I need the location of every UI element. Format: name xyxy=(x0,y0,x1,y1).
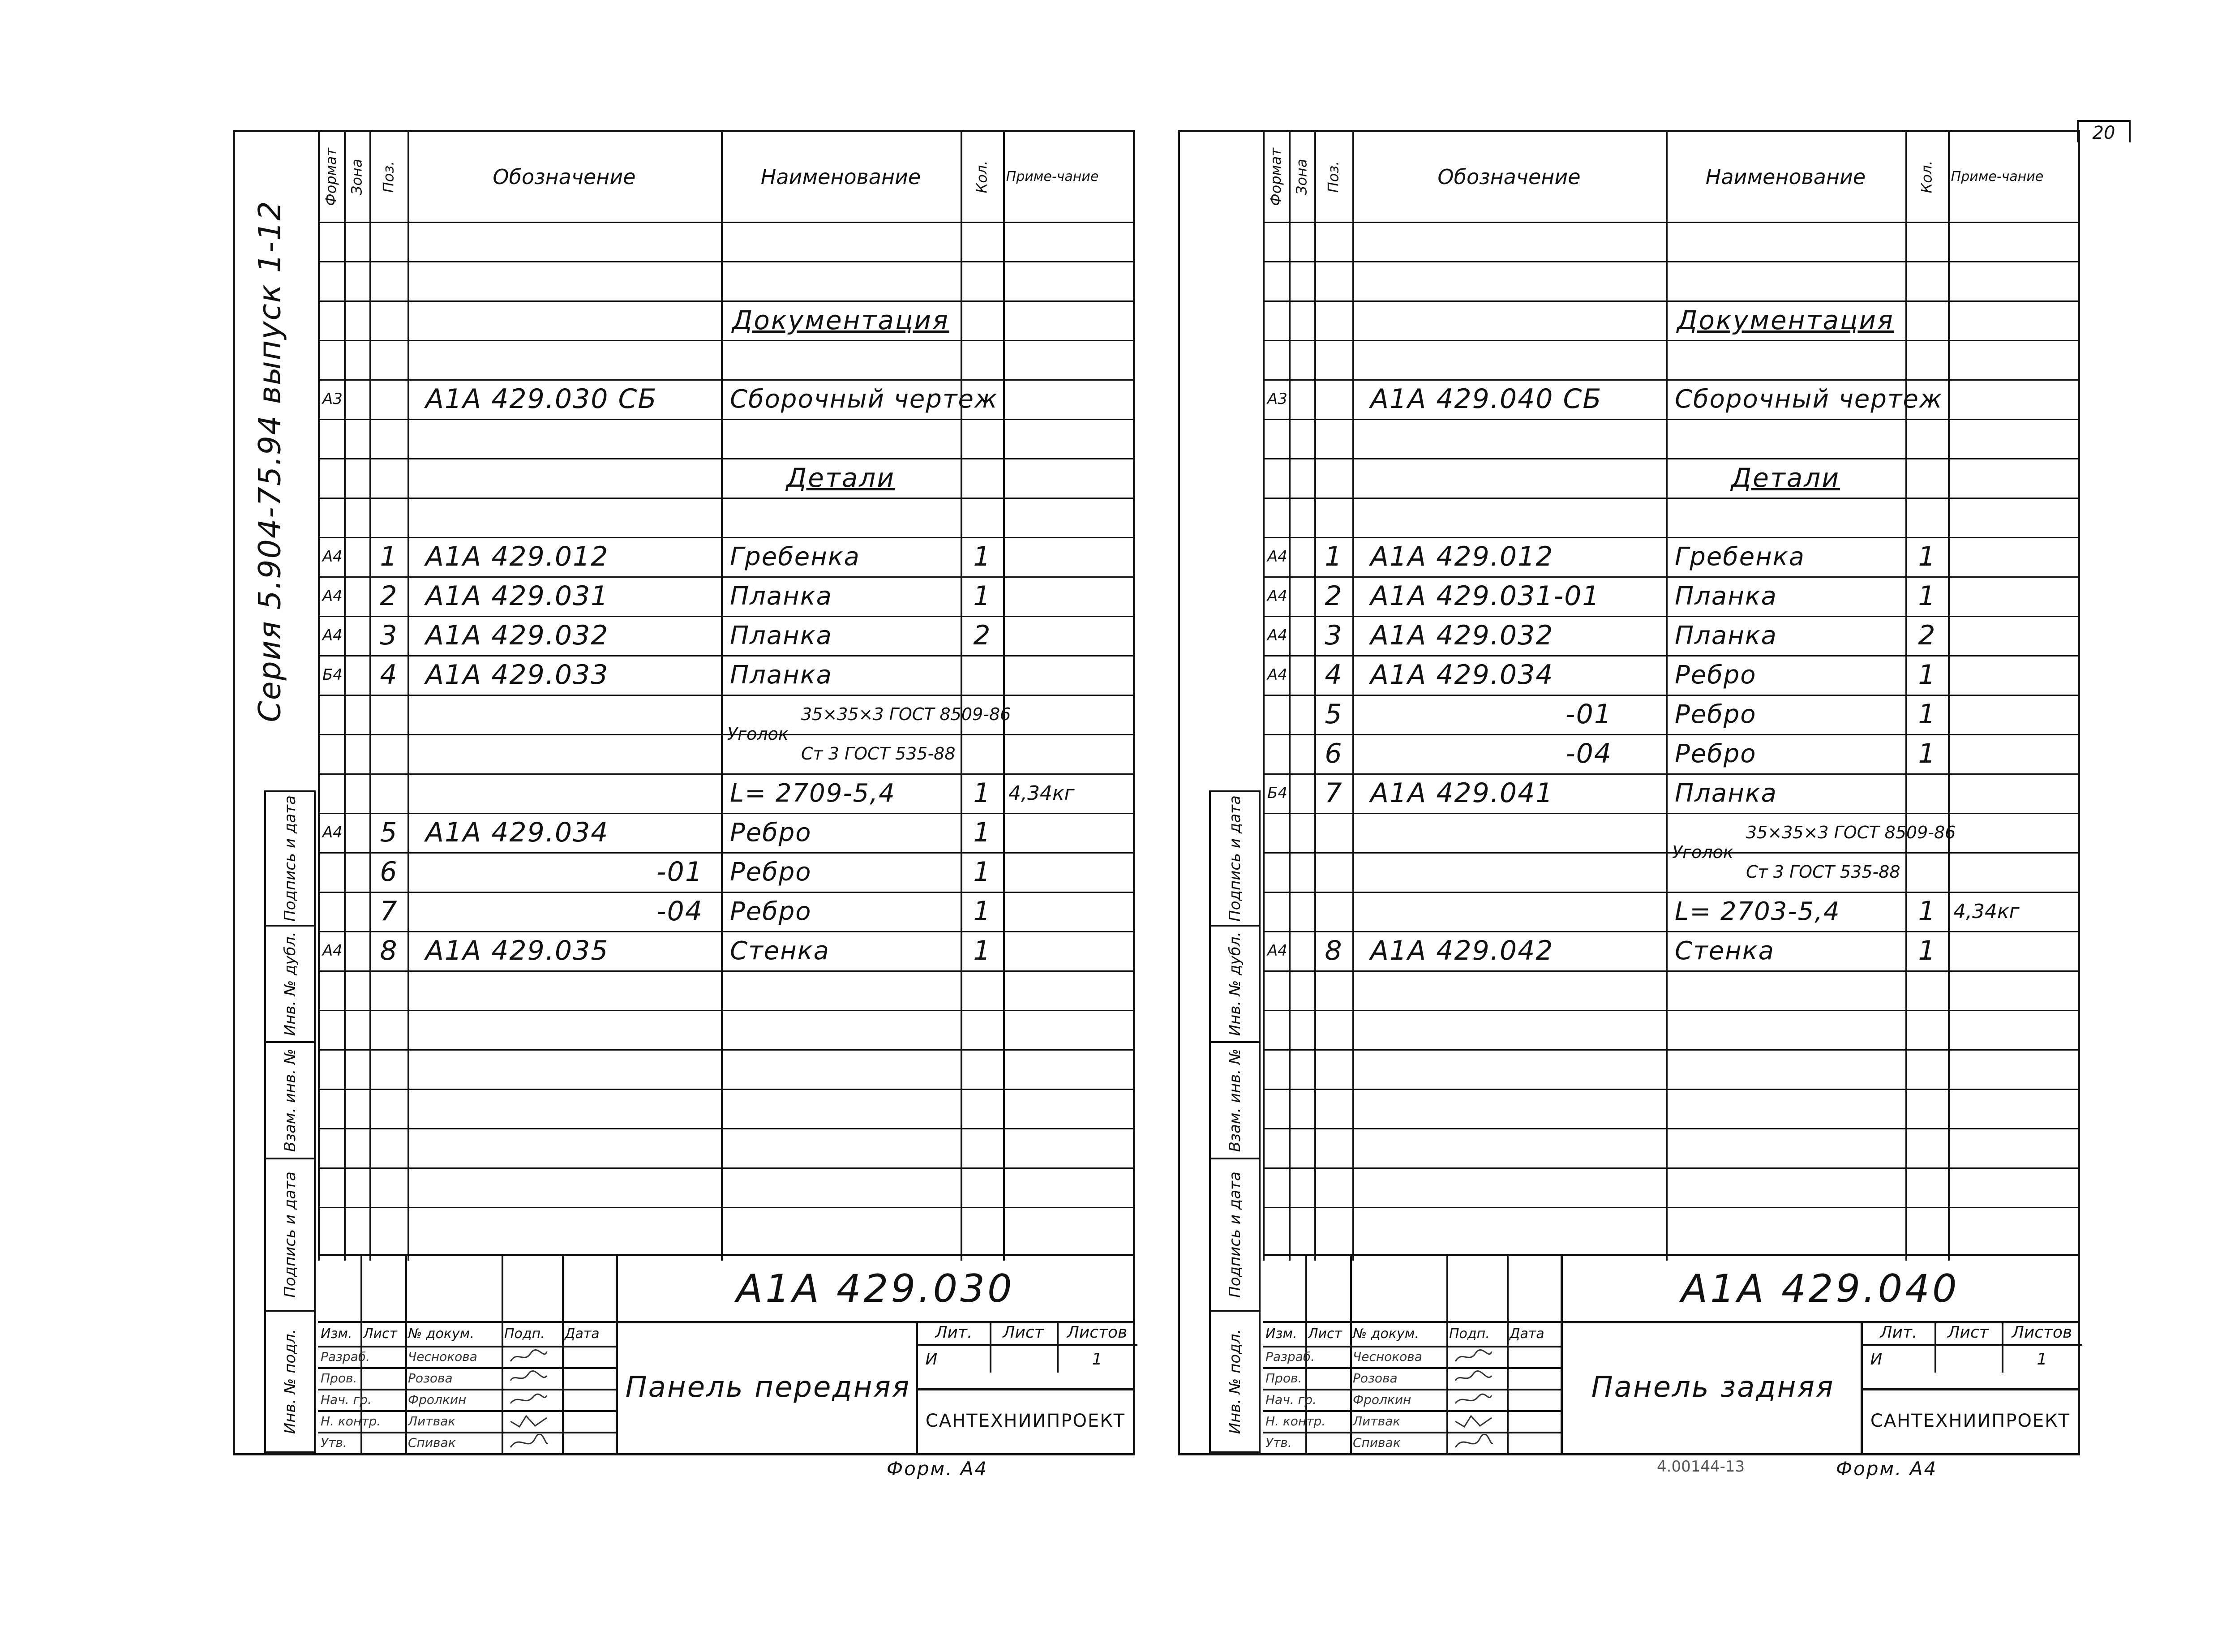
length-spec: L= 2703-5,4 xyxy=(1675,897,1840,926)
row-qty: 1 xyxy=(973,777,991,809)
row-designation: А1А 429.031 xyxy=(425,580,609,612)
row-name: Ребро xyxy=(730,897,812,926)
row-designation: А1А 429.040 СБ xyxy=(1370,383,1602,415)
row-name: Сборочный чертеж xyxy=(1675,384,1943,414)
header-designation: Обозначение xyxy=(1437,165,1581,189)
material-spec: 35×35×3 ГОСТ 8509-86 Уголок Ст 3 ГОСТ 535-88 xyxy=(727,704,1011,764)
row-pos: 5 xyxy=(380,817,397,848)
header-format: Формат xyxy=(322,148,340,206)
lit-table xyxy=(1861,1321,2078,1390)
row-designation: А1А 429.035 xyxy=(425,935,609,966)
row-name: Ребро xyxy=(730,818,812,847)
row-designation: -04 xyxy=(1566,738,1612,769)
row-name: Планка xyxy=(1675,621,1777,650)
material-spec: 35×35×3 ГОСТ 8509-86 Уголок Ст 3 ГОСТ 535-88 xyxy=(1672,823,1956,882)
row-pos: 1 xyxy=(380,541,397,572)
row-pos: 2 xyxy=(1325,580,1342,612)
row-qty: 1 xyxy=(973,896,991,927)
section-documentation: Документация xyxy=(732,305,949,335)
side-cell: Инв. № дубл. xyxy=(266,927,314,1043)
row-qty: 1 xyxy=(973,856,991,888)
row-designation: А1А 429.042 xyxy=(1370,935,1554,966)
header-name: Наименование xyxy=(760,165,921,189)
row-format: А4 xyxy=(322,942,343,960)
row-format: Б4 xyxy=(322,666,343,684)
revision-table xyxy=(318,1256,616,1453)
signature xyxy=(1453,1369,1493,1387)
row-name: Ребро xyxy=(730,857,812,887)
row-pos: 5 xyxy=(1325,699,1342,730)
row-designation: -01 xyxy=(1566,699,1612,730)
row-name: Ребро xyxy=(1675,739,1757,768)
lit-table xyxy=(916,1321,1133,1390)
title-block xyxy=(1263,1254,2078,1453)
lit-label: Лит. xyxy=(918,1321,990,1346)
row-qty: 1 xyxy=(1918,659,1935,691)
row-format: А4 xyxy=(322,548,343,566)
row-name: Ребро xyxy=(1675,660,1757,690)
row-format: А4 xyxy=(322,587,343,605)
row-designation: А1А 429.041 xyxy=(1370,777,1554,809)
row-designation: А1А 429.034 xyxy=(425,817,609,848)
signature xyxy=(1453,1391,1493,1409)
row-qty: 1 xyxy=(973,935,991,966)
sheet-label: Лист xyxy=(990,1321,1057,1346)
row-pos: 6 xyxy=(380,856,397,888)
document-title: Панель передняя xyxy=(616,1321,918,1453)
rev-role: Разраб. xyxy=(321,1349,370,1364)
rev-role: Н. контр. xyxy=(1265,1413,1326,1429)
row-designation: А1А 429.030 СБ xyxy=(425,383,657,415)
doc-code: 4.00144-13 xyxy=(1657,1458,1745,1476)
row-qty: 1 xyxy=(1918,580,1935,612)
signature xyxy=(1453,1434,1493,1452)
row-format: А4 xyxy=(1267,666,1287,684)
header-pos: Поз. xyxy=(1325,161,1342,193)
rev-header: № докум. xyxy=(408,1326,474,1342)
rev-role: Утв. xyxy=(1265,1435,1292,1450)
spec-sheet-left xyxy=(233,130,1135,1455)
row-name: Стенка xyxy=(730,936,830,965)
rev-person: Розова xyxy=(1353,1370,1398,1386)
rev-person: Фролкин xyxy=(1353,1392,1411,1407)
sheets-label: Листов xyxy=(1057,1321,1137,1346)
sheets-label: Листов xyxy=(2002,1321,2082,1346)
side-cell: Подпись и дата xyxy=(1211,792,1259,927)
spec-sheet-right xyxy=(1178,130,2080,1455)
series-text: Серия 5.904-75.94 выпуск 1-12 xyxy=(252,200,287,722)
row-pos: 6 xyxy=(1325,738,1342,769)
row-pos: 7 xyxy=(1325,777,1342,809)
row-designation: -01 xyxy=(656,856,703,888)
row-name: Планка xyxy=(1675,581,1777,611)
row-designation: А1А 429.033 xyxy=(425,659,609,691)
rev-header: Лист xyxy=(363,1326,398,1342)
row-designation: А1А 429.031-01 xyxy=(1370,580,1600,612)
row-name: Планка xyxy=(1675,778,1777,808)
signature xyxy=(1453,1348,1493,1366)
row-name: Ребро xyxy=(1675,699,1757,729)
rev-role: Нач. гр. xyxy=(321,1392,372,1407)
row-name: Гребенка xyxy=(730,542,860,571)
lit-value: И xyxy=(1870,1350,1883,1369)
row-format: А4 xyxy=(322,824,343,841)
side-cell: Взам. инв. № xyxy=(266,1043,314,1159)
rev-header: Лист xyxy=(1308,1326,1343,1342)
sheets-value: 1 xyxy=(2037,1350,2047,1369)
row-qty: 1 xyxy=(1918,738,1935,769)
row-name: Стенка xyxy=(1675,936,1775,965)
row-pos: 8 xyxy=(380,935,397,966)
lit-label: Лит. xyxy=(1863,1321,1934,1346)
row-note: 4,34кг xyxy=(1008,781,1075,805)
rev-role: Утв. xyxy=(321,1435,347,1450)
rev-person: Спивак xyxy=(1353,1435,1401,1450)
document-code: А1А 429.040 xyxy=(1561,1256,2078,1323)
side-cell: Инв. № подл. xyxy=(281,1329,299,1434)
rev-person: Спивак xyxy=(408,1435,456,1450)
side-cell: Подпись и дата xyxy=(1211,1159,1259,1312)
header-qty: Кол. xyxy=(1918,160,1935,193)
side-cell: Инв. № подл. xyxy=(1226,1329,1244,1434)
row-format: А4 xyxy=(1267,548,1287,566)
signature xyxy=(1453,1412,1493,1430)
side-cell: Взам. инв. № xyxy=(1211,1043,1259,1159)
length-spec: L= 2709-5,4 xyxy=(730,778,896,808)
row-format: А3 xyxy=(1267,390,1287,408)
row-designation: А1А 429.032 xyxy=(425,620,609,651)
row-qty: 1 xyxy=(973,817,991,848)
spec-table xyxy=(318,132,1133,1261)
signature xyxy=(508,1391,549,1409)
row-format: А4 xyxy=(1267,587,1287,605)
header-qty: Кол. xyxy=(973,160,991,193)
signature xyxy=(508,1434,549,1452)
row-pos: 4 xyxy=(1325,659,1342,691)
row-designation: А1А 429.012 xyxy=(425,541,609,572)
signature xyxy=(508,1348,549,1366)
row-name: Планка xyxy=(730,660,832,690)
row-pos: 2 xyxy=(380,580,397,612)
header-zone: Зона xyxy=(1293,159,1310,195)
header-name: Наименование xyxy=(1705,165,1866,189)
row-name: Гребенка xyxy=(1675,542,1805,571)
signature xyxy=(508,1412,549,1430)
rev-person: Чеснокова xyxy=(408,1349,477,1364)
organization: САНТЕХНИИПРОЕКТ xyxy=(1861,1388,2078,1453)
row-pos: 7 xyxy=(380,896,397,927)
organization: САНТЕХНИИПРОЕКТ xyxy=(916,1388,1133,1453)
row-designation: -04 xyxy=(656,896,703,927)
row-designation: А1А 429.032 xyxy=(1370,620,1554,651)
rev-person: Литвак xyxy=(1353,1413,1401,1429)
rev-role: Нач. гр. xyxy=(1265,1392,1317,1407)
header-note: Приме-чание xyxy=(1951,169,2044,185)
row-qty: 1 xyxy=(1918,699,1935,730)
row-format: А4 xyxy=(322,626,343,644)
document-title: Панель задняя xyxy=(1561,1321,1863,1453)
rev-role: Н. контр. xyxy=(321,1413,381,1429)
section-parts: Детали xyxy=(1731,463,1840,493)
rev-person: Фролкин xyxy=(408,1392,467,1407)
row-format: А4 xyxy=(1267,942,1287,960)
side-cell: Подпись и дата xyxy=(266,792,314,927)
row-format: Б4 xyxy=(1267,784,1287,802)
sheet-number: 20 xyxy=(2077,120,2131,142)
rev-header: Дата xyxy=(1510,1326,1544,1342)
row-qty: 2 xyxy=(973,620,991,651)
rev-header: Дата xyxy=(565,1326,600,1342)
rev-role: Разраб. xyxy=(1265,1349,1315,1364)
row-qty: 2 xyxy=(1918,620,1935,651)
row-format: А3 xyxy=(322,390,343,408)
row-pos: 3 xyxy=(1325,620,1342,651)
row-note: 4,34кг xyxy=(1953,900,2020,923)
spec-table xyxy=(1263,132,2078,1261)
row-qty: 1 xyxy=(973,580,991,612)
rev-header: Изм. xyxy=(321,1326,352,1342)
sheet-label: Лист xyxy=(1934,1321,2002,1346)
row-pos: 3 xyxy=(380,620,397,651)
form-label-right: Форм. А4 xyxy=(1836,1458,1938,1480)
rev-person: Розова xyxy=(408,1370,453,1386)
rev-role: Пров. xyxy=(1265,1370,1302,1386)
header-zone: Зона xyxy=(348,159,365,195)
rev-person: Литвак xyxy=(408,1413,456,1429)
row-designation: А1А 429.012 xyxy=(1370,541,1554,572)
row-designation: А1А 429.034 xyxy=(1370,659,1554,691)
rev-header: Подп. xyxy=(1449,1326,1490,1342)
rev-person: Чеснокова xyxy=(1353,1349,1422,1364)
row-pos: 8 xyxy=(1325,935,1342,966)
side-cell: Подпись и дата xyxy=(266,1159,314,1312)
document-code: А1А 429.030 xyxy=(616,1256,1133,1323)
row-pos: 1 xyxy=(1325,541,1342,572)
title-block xyxy=(318,1254,1133,1453)
form-label-left: Форм. А4 xyxy=(887,1458,988,1480)
signature xyxy=(508,1369,549,1387)
revision-table xyxy=(1263,1256,1561,1453)
row-name: Планка xyxy=(730,621,832,650)
side-cell: Инв. № дубл. xyxy=(1211,927,1259,1043)
section-documentation: Документация xyxy=(1677,305,1894,335)
header-format: Формат xyxy=(1267,148,1285,206)
row-name: Планка xyxy=(730,581,832,611)
rev-header: Подп. xyxy=(504,1326,545,1342)
lit-value: И xyxy=(925,1350,938,1369)
rev-header: № докум. xyxy=(1353,1326,1419,1342)
row-format: А4 xyxy=(1267,626,1287,644)
row-qty: 1 xyxy=(973,541,991,572)
row-qty: 1 xyxy=(1918,896,1935,927)
rev-role: Пров. xyxy=(321,1370,357,1386)
header-designation: Обозначение xyxy=(493,165,636,189)
row-qty: 1 xyxy=(1918,935,1935,966)
rev-header: Изм. xyxy=(1265,1326,1297,1342)
section-parts: Детали xyxy=(786,463,896,493)
row-qty: 1 xyxy=(1918,541,1935,572)
header-note: Приме-чание xyxy=(1006,169,1099,185)
header-pos: Поз. xyxy=(380,161,397,193)
row-name: Сборочный чертеж xyxy=(730,384,998,414)
row-pos: 4 xyxy=(380,659,397,691)
sheets-value: 1 xyxy=(1092,1350,1102,1369)
